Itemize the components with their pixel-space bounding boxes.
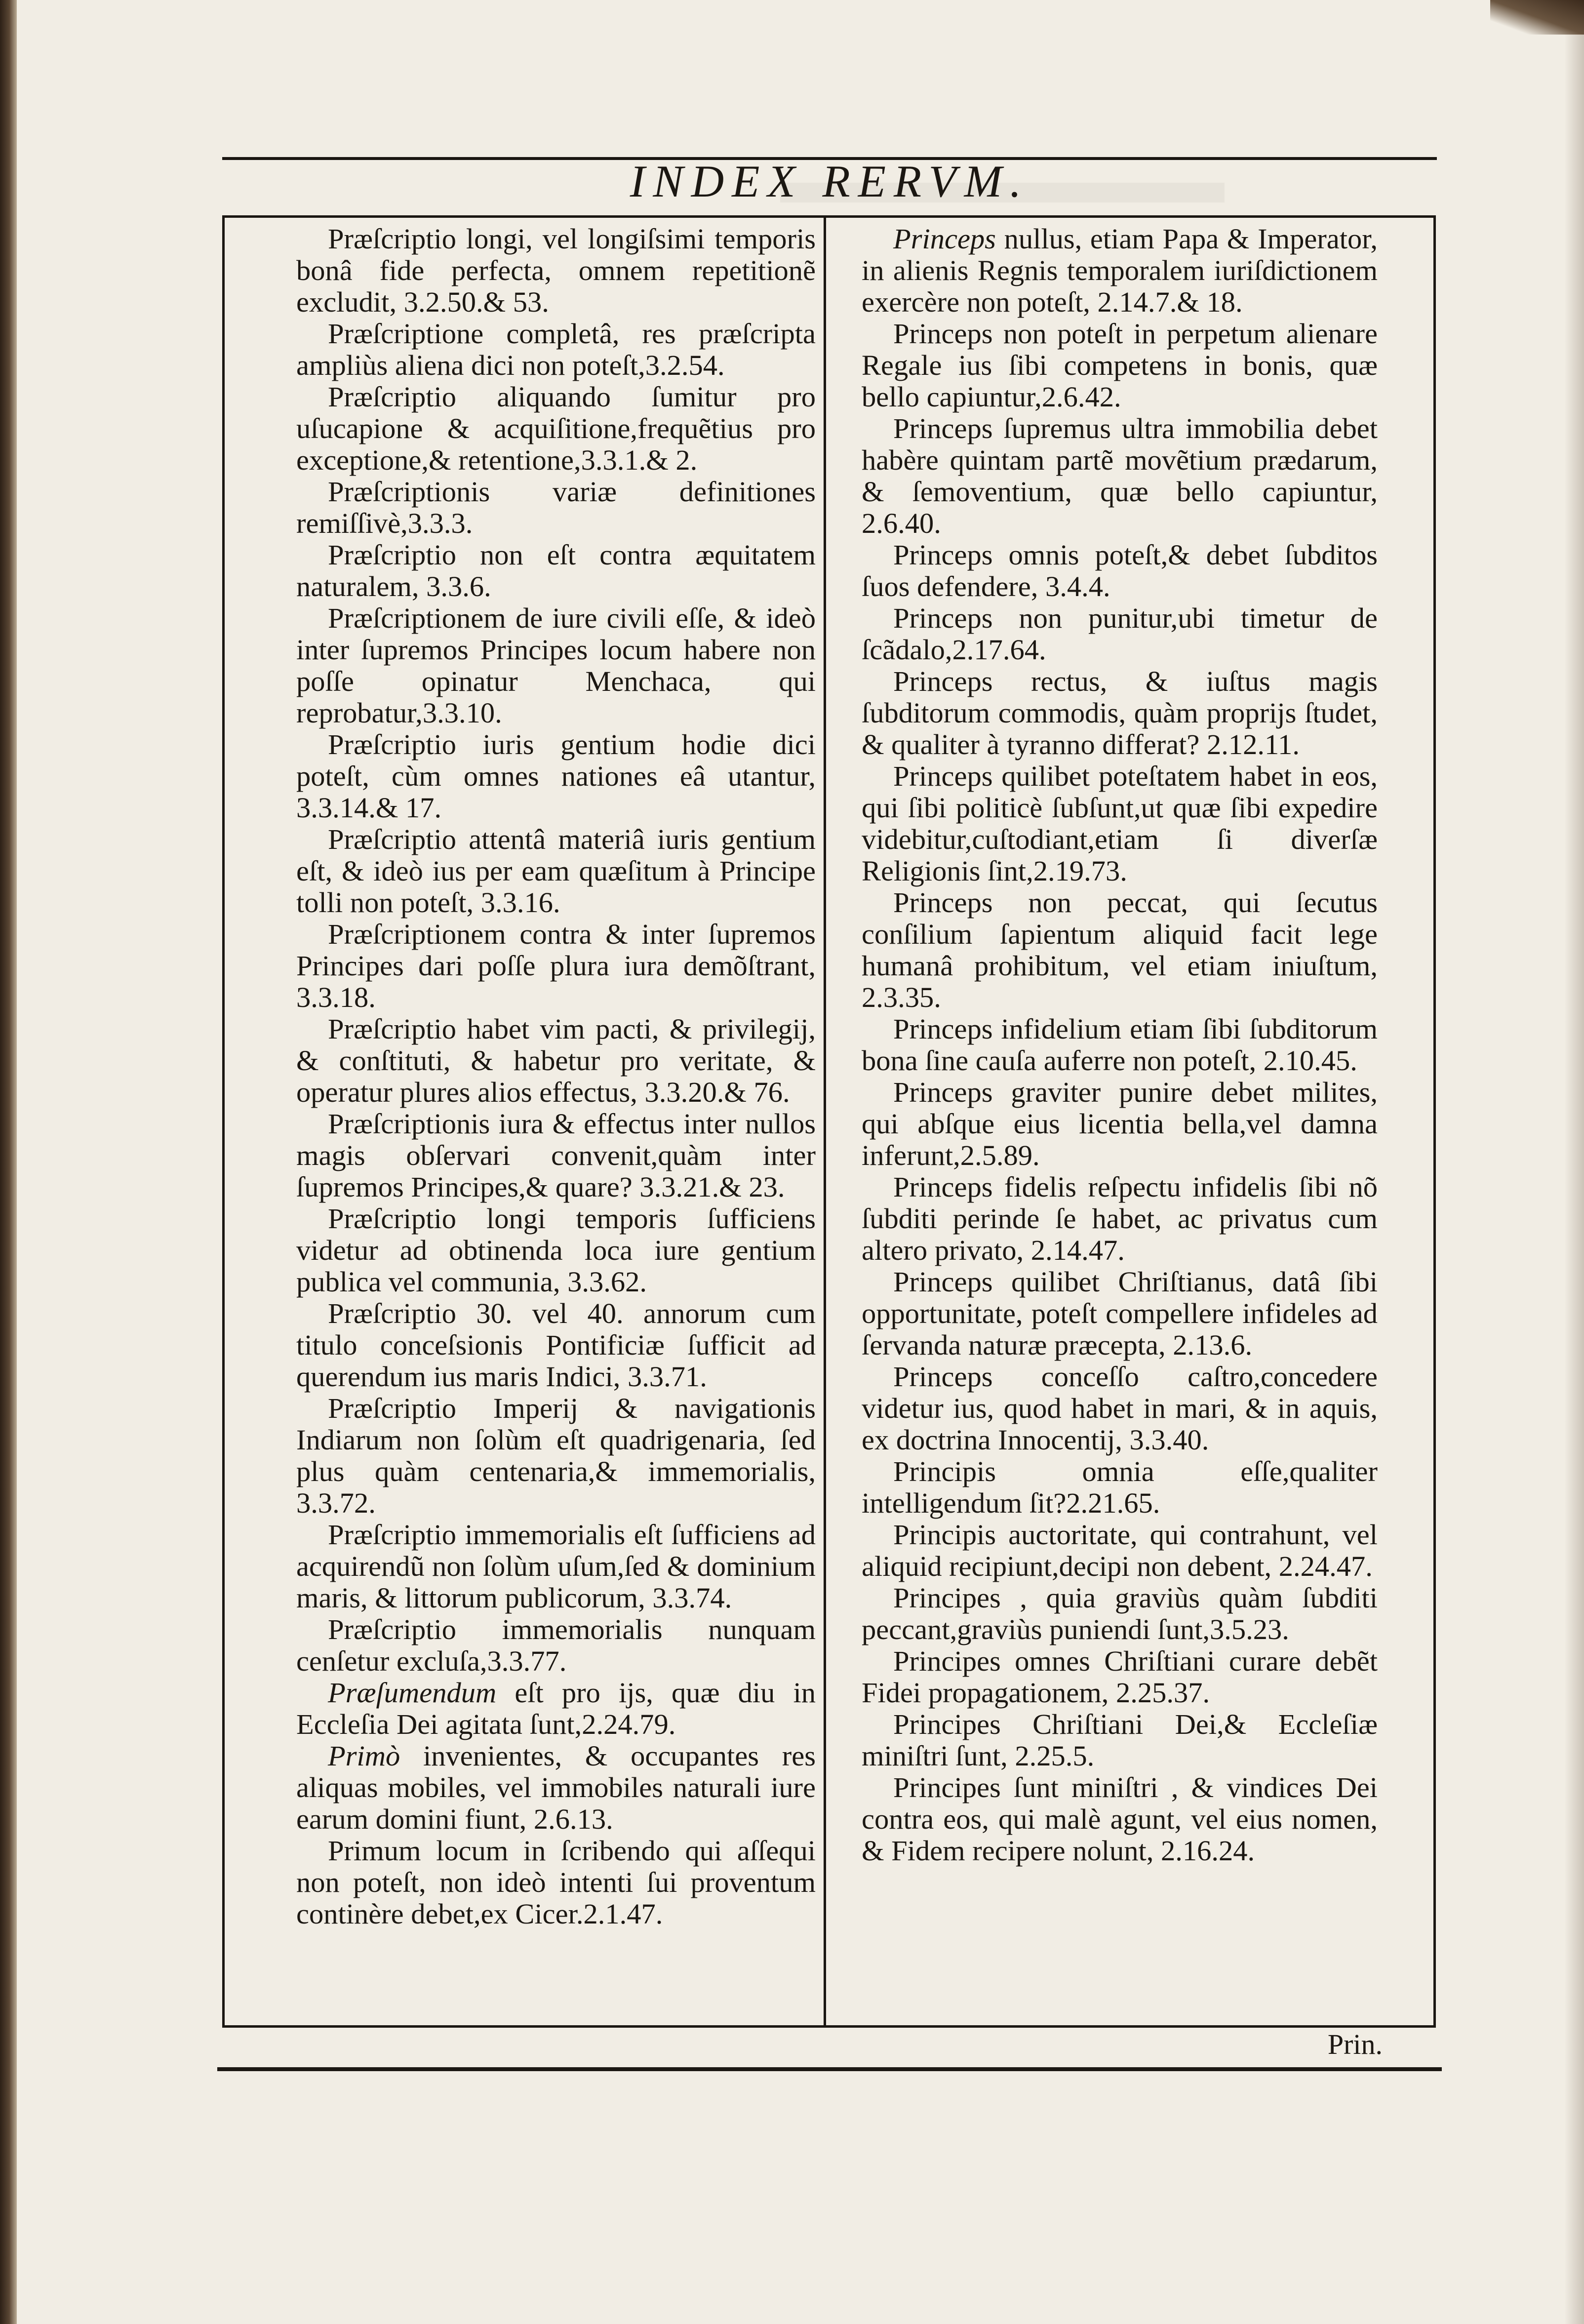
entry-text: Præſcriptionem de iure civili eſſe, & ideò inter ſupremos Principes locum habere non poſſe opinatur Menchaca, qui reprobatur,3.3.10. xyxy=(296,602,816,729)
index-entry xyxy=(862,1013,1378,1077)
entry-text: Princeps quilibet Chriſtianus, datâ ſibi opportunitate, poteſt compellere infideles ad ſervanda naturæ præcepta, 2.13.6. xyxy=(862,1266,1378,1361)
index-entry xyxy=(296,1614,816,1677)
entry-text: Præſcriptionem contra & inter ſupremos Principes dari poſſe plura iura demõſtrant, 3.3.18. xyxy=(296,918,816,1013)
entry-text: Præſcriptio immemorialis eſt ſufficiens ad acquirendũ non ſolùm uſum,ſed & dominium maris, & littorum publicorum, 3.3.74. xyxy=(296,1519,816,1614)
index-entry xyxy=(862,1171,1378,1266)
page-edge-shadow xyxy=(1564,0,1584,2324)
entry-text: Principes Chriſtiani Dei,& Eccleſiæ miniſtri ſunt, 2.25.5. xyxy=(862,1708,1378,1772)
entry-text: Præſcriptio longi temporis ſufficiens videtur ad obtinenda loca iure gentium publica vel communia, 3.3.62. xyxy=(296,1202,816,1298)
entry-text: Præſcriptio iuris gentium hodie dici poteſt, cùm omnes nationes eâ utantur, 3.3.14.& 17. xyxy=(296,728,816,824)
entry-text: Princeps rectus, & iuſtus magis ſubditorum commodis, quàm proprijs ſtudet, & qualiter à tyranno differat? 2.12.11. xyxy=(862,665,1378,761)
entry-text: Princeps fidelis reſpectu infidelis ſibi nõ ſubditi perinde ſe habet, ac privatus cum altero privato, 2.14.47. xyxy=(862,1171,1378,1266)
index-entry xyxy=(296,1203,816,1298)
entry-text: Princeps non poteſt in perpetum alienare Regale ius ſibi competens in bonis, quæ bello capiuntur,2.6.42. xyxy=(862,318,1378,413)
entry-text: Præſcriptionis iura & effectus inter nullos magis obſervari convenit,quàm inter ſupremos Principes,& quare? 3.3.21.& 23. xyxy=(296,1108,816,1203)
index-entry xyxy=(296,729,816,824)
index-entry xyxy=(296,539,816,602)
index-entry xyxy=(296,602,816,729)
entry-headword: Primò xyxy=(328,1740,400,1772)
entry-text: Præſcriptio attentâ materiâ iuris gentium eſt, & ideò ius per eam quæſitum à Principe tolli non poteſt, 3.3.16. xyxy=(296,823,816,919)
entry-text: nullus, etiam Papa & Imperator, in alienis Regnis temporalem iuriſdictionem exercère non poteſt, 2.14.7.& 18. xyxy=(862,223,1378,318)
entry-text: Princeps graviter punire debet milites, qui abſque eius licentia bella,vel damna inferunt,2.5.89. xyxy=(862,1076,1378,1171)
index-entry xyxy=(862,602,1378,666)
entry-text: Princeps ſupremus ultra immobilia debet habère quintam partẽ movẽtium prædarum, & ſemoventium, quæ bello capiuntur, 2.6.40. xyxy=(862,412,1378,539)
entry-text: Præſcriptio aliquando ſumitur pro uſucapione & acquiſitione,frequẽtius pro exceptione,& retentione,3.3.1.& 2. xyxy=(296,381,816,476)
index-entry xyxy=(862,887,1378,1013)
index-entry xyxy=(862,223,1378,318)
index-entry xyxy=(296,919,816,1013)
index-entry xyxy=(296,1108,816,1203)
index-entry xyxy=(862,1772,1378,1867)
entry-text: Principis auctoritate, qui contrahunt, vel aliquid recipiunt,decipi non debent, 2.24.47. xyxy=(862,1519,1378,1582)
book-spine xyxy=(0,0,17,2324)
entry-text: Præſcriptio 30. vel 40. annorum cum titulo conceſsionis Pontificiæ ſufficit ad querendum ius maris Indici, 3.3.71. xyxy=(296,1297,816,1393)
index-entry xyxy=(862,1645,1378,1709)
entry-text: Principes ſunt miniſtri , & vindices Dei contra eos, qui malè agunt, vel eius nomen, & Fidem recipere nolunt, 2.16.24. xyxy=(862,1771,1378,1867)
index-entry xyxy=(862,1456,1378,1519)
index-entry xyxy=(862,539,1378,602)
index-entry xyxy=(862,1519,1378,1582)
entry-text: Præſcriptionis variæ definitiones remiſſivè,3.3.3. xyxy=(296,476,816,539)
entry-text: Præſcriptio immemorialis nunquam cenſetur excluſa,3.3.77. xyxy=(296,1613,816,1677)
binding-corner xyxy=(1490,0,1584,35)
index-entry xyxy=(296,824,816,919)
index-entry xyxy=(296,1298,816,1393)
index-entry xyxy=(296,1740,816,1835)
bottom-rule xyxy=(217,2067,1442,2071)
entry-text: invenientes, & occupantes res aliquas mobiles, vel immobiles naturali iure earum domini fiunt, 2.6.13. xyxy=(296,1740,816,1835)
entry-text: Principis omnia eſſe,qualiter intelligendum ſit?2.21.65. xyxy=(862,1455,1378,1519)
index-entry xyxy=(296,381,816,476)
column-divider xyxy=(824,215,826,2028)
index-entry xyxy=(296,223,816,318)
page-header: INDEX RERVM. xyxy=(630,156,1030,206)
entry-text: Præſcriptio non eſt contra æquitatem naturalem, 3.3.6. xyxy=(296,539,816,602)
index-entry xyxy=(862,666,1378,761)
index-entry xyxy=(296,1677,816,1740)
index-entry xyxy=(862,1709,1378,1772)
entry-headword: Princeps xyxy=(893,223,996,255)
entry-text: eſt pro ijs, quæ diu in Eccleſia Dei agitata ſunt,2.24.79. xyxy=(296,1677,816,1740)
entry-text: Princeps omnis poteſt,& debet ſubditos ſuos defendere, 3.4.4. xyxy=(862,539,1378,602)
entry-text: Princeps conceſſo caſtro,concedere videtur ius, quod habet in mari, & in aquis, ex doctrina Innocentij, 3.3.40. xyxy=(862,1361,1378,1456)
entry-text: Principes omnes Chriſtiani curare debẽt Fidei propagationem, 2.25.37. xyxy=(862,1645,1378,1709)
entry-text: Princeps non punitur,ubi timetur de ſcãdalo,2.17.64. xyxy=(862,602,1378,666)
entry-text: Primum locum in ſcribendo qui aſſequi non poteſt, non ideò intenti ſui proventum continère debet,ex Cicer.2.1.47. xyxy=(296,1835,816,1930)
index-entry xyxy=(296,1519,816,1614)
index-entry xyxy=(296,318,816,381)
index-entry xyxy=(862,413,1378,539)
catchword: Prin. xyxy=(1327,2028,1383,2060)
index-entry xyxy=(862,1582,1378,1645)
entry-text: Princeps quilibet poteſtatem habet in eos, qui ſibi politicè ſubſunt,ut quæ ſibi expedire videbitur,cuſtodiant,etiam ſi diverſæ Religionis ſint,2.19.73. xyxy=(862,760,1378,887)
entry-text: Præſcriptio habet vim pacti, & privilegij, & conſtituti, & habetur pro veritate, & operatur plures alios effectus, 3.3.20.& 76. xyxy=(296,1013,816,1108)
entry-text: Princeps infidelium etiam ſibi ſubditorum bona ſine cauſa auferre non poteſt, 2.10.45. xyxy=(862,1013,1378,1077)
right-column xyxy=(862,223,1378,2021)
index-entry xyxy=(296,1835,816,1930)
index-entry xyxy=(862,1361,1378,1456)
entry-text: Præſcriptione completâ, res præſcripta ampliùs aliena dici non poteſt,3.2.54. xyxy=(296,318,816,381)
entry-text: Princeps non peccat, qui ſecutus conſilium ſapientum aliquid facit lege humanâ prohibitum, vel etiam iniuſtum, 2.3.35. xyxy=(862,886,1378,1013)
entry-text: Præſcriptio Imperij & navigationis Indiarum non ſolùm eſt quadrigenaria, ſed plus quàm centenaria,& immemorialis, 3.3.72. xyxy=(296,1392,816,1519)
index-entry xyxy=(862,1077,1378,1171)
index-entry xyxy=(862,761,1378,887)
entry-text: Præſcriptio longi, vel longiſsimi temporis bonâ fide perfecta, omnem repetitionẽ excludit, 3.2.50.& 53. xyxy=(296,223,816,318)
entry-text: Principes , quia graviùs quàm ſubditi peccant,graviùs puniendi ſunt,3.5.23. xyxy=(862,1582,1378,1645)
index-entry xyxy=(296,1393,816,1519)
left-column xyxy=(296,223,816,2021)
index-entry xyxy=(862,318,1378,413)
entry-headword: Præſumendum xyxy=(328,1677,497,1709)
index-entry xyxy=(296,1013,816,1108)
index-entry xyxy=(296,476,816,539)
index-entry xyxy=(862,1266,1378,1361)
